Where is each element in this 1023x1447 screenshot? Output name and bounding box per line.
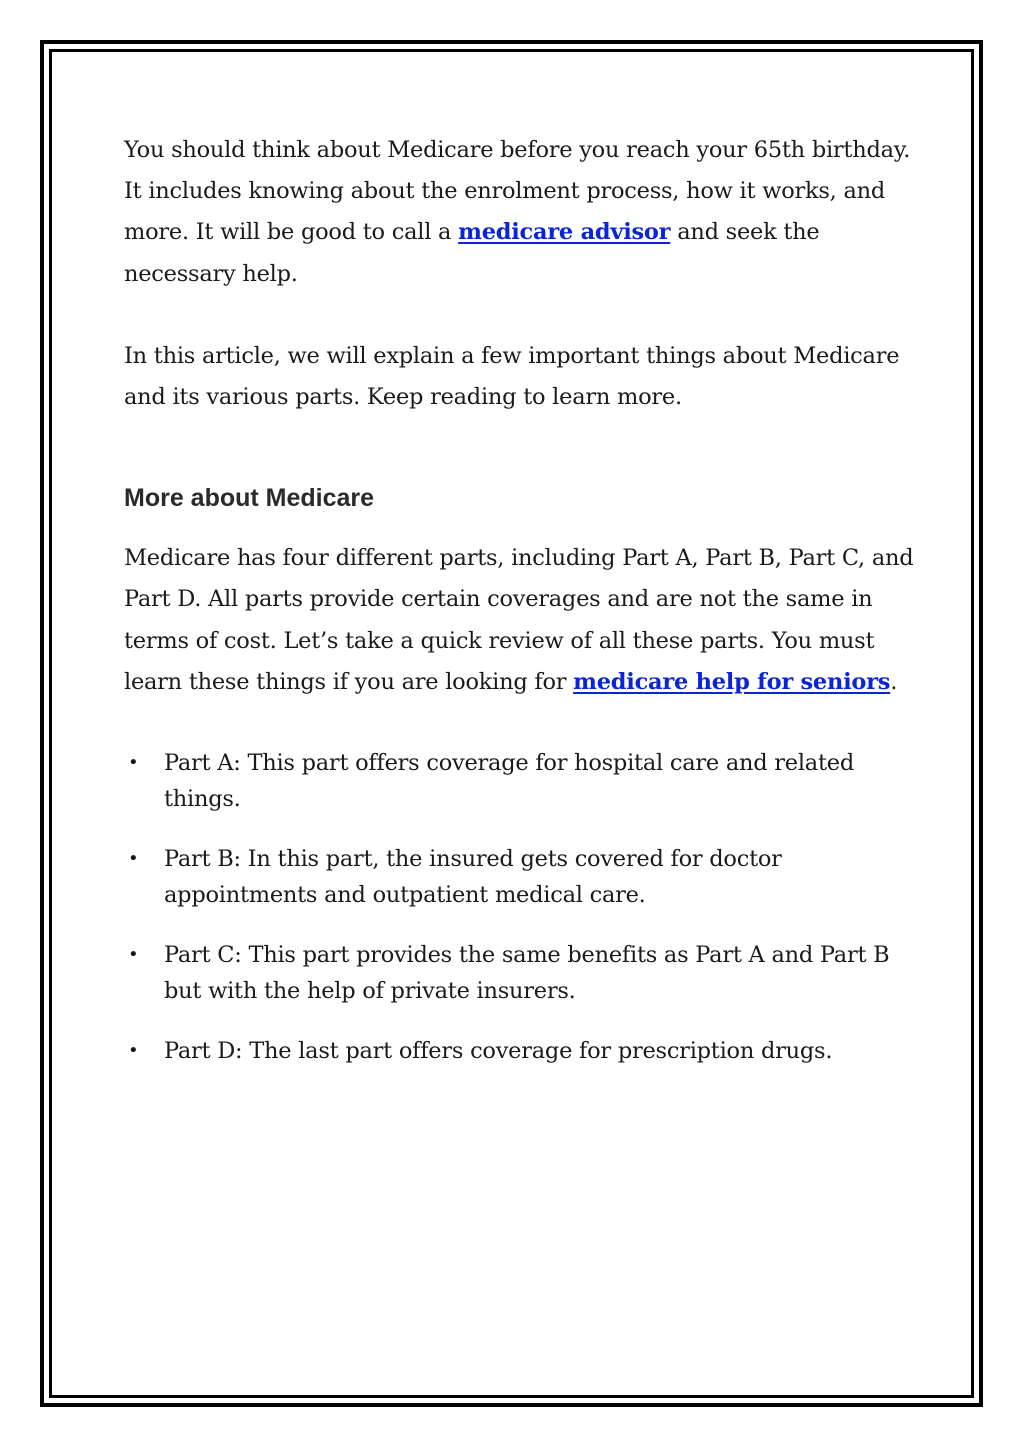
article-intro-paragraph: In this article, we will explain a few important things about Medicare and its various parts. Keep reading to learn more. xyxy=(124,342,900,411)
section-text-after-link: . xyxy=(890,668,898,695)
list-item-part-a xyxy=(124,745,914,817)
bullet-icon: • xyxy=(128,1040,139,1062)
bullet-icon: • xyxy=(128,752,139,774)
section-text-before-link: Medicare has four different parts, including Part A, Part B, Part C, and Part D. All parts provide certain coverages and are not the same in terms of cost. Let’s take a quick review of all these parts. You must learn these things if you are looking for xyxy=(124,545,914,695)
bullet-icon: • xyxy=(128,848,139,870)
medicare-help-for-seniors-link[interactable]: medicare help for seniors xyxy=(573,668,891,695)
section-paragraph xyxy=(124,538,914,703)
list-item-text: Part D: The last part offers coverage for prescription drugs. xyxy=(164,1038,833,1065)
list-item-part-b xyxy=(124,841,914,913)
bullet-icon: • xyxy=(128,944,139,966)
list-item-text: Part B: In this part, the insured gets covered for doctor appointments and outpatient medical care. xyxy=(164,846,782,909)
section-heading: More about Medicare xyxy=(124,484,375,513)
medicare-advisor-link[interactable]: medicare advisor xyxy=(458,219,671,246)
parts-list xyxy=(124,745,914,1069)
intro-text-before-link: You should think about Medicare before you reach your 65th birthday. It includes knowing about the enrolment process, how it works, and more. It will be good to call a xyxy=(124,137,911,246)
list-item-text: Part A: This part offers coverage for hospital care and related things. xyxy=(164,750,854,813)
list-item-part-c xyxy=(124,937,914,1009)
list-item-text: Part C: This part provides the same benefits as Part A and Part B but with the help of private insurers. xyxy=(164,942,890,1005)
article-content xyxy=(124,130,914,1093)
intro-paragraph xyxy=(124,130,914,295)
list-item-part-d xyxy=(124,1033,914,1069)
intro-text-after-link: and seek the necessary help. xyxy=(124,219,820,287)
